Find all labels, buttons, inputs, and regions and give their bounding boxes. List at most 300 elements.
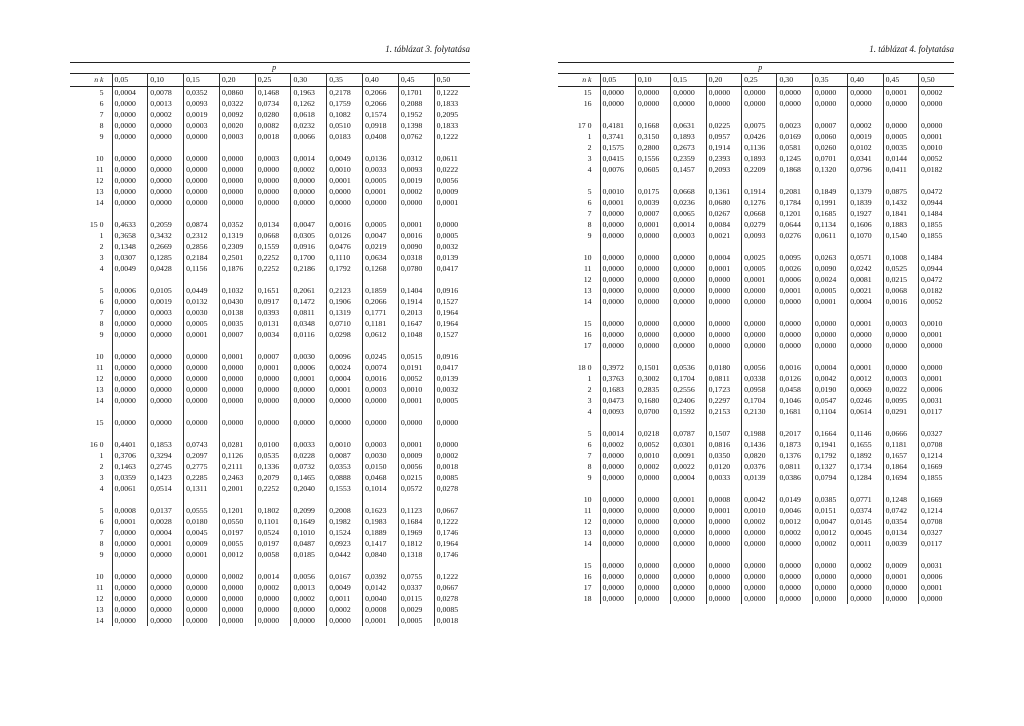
- probability-cell: 0,0001: [706, 263, 741, 274]
- probability-cell: 0,0000: [671, 87, 706, 99]
- probability-cell: 0,0046: [777, 505, 812, 516]
- table-row: [558, 450, 954, 461]
- probability-cell: 0,0000: [742, 571, 777, 582]
- probability-cell: 0,1964: [434, 538, 470, 549]
- probability-cell: 0,1746: [434, 549, 470, 560]
- probability-cell: 0,0191: [398, 362, 434, 373]
- probability-cell: 0,1592: [671, 406, 706, 417]
- probability-cell: 0,0000: [600, 582, 635, 593]
- probability-cell: 0,3294: [148, 450, 184, 461]
- probability-cell: 0,0000: [635, 318, 670, 329]
- probability-cell: 0,2099: [291, 505, 327, 516]
- group-spacer: [70, 494, 470, 505]
- probability-cell: 0,0000: [635, 296, 670, 307]
- table-row: [558, 186, 954, 197]
- probability-cell: 0,0000: [848, 340, 883, 351]
- table-row: [558, 98, 954, 109]
- probability-cell: 0,1669: [919, 461, 954, 472]
- column-header: 0,40: [363, 74, 399, 87]
- probability-cell: 0,0426: [742, 131, 777, 142]
- probability-cell: 0,0000: [742, 296, 777, 307]
- probability-cell: 0,0075: [742, 120, 777, 131]
- probability-cell: 0,0012: [219, 549, 255, 560]
- probability-cell: 0,0011: [327, 593, 363, 604]
- row-label: 11: [95, 363, 104, 372]
- probability-cell: 0,0668: [742, 208, 777, 219]
- probability-cell: 0,2312: [184, 230, 220, 241]
- table-row: [70, 131, 470, 142]
- probability-cell: 0,0000: [671, 252, 706, 263]
- probability-cell: 0,0134: [255, 219, 291, 230]
- probability-cell: 0,0058: [255, 549, 291, 560]
- table-row: [558, 87, 954, 99]
- probability-cell: 0,0000: [777, 571, 812, 582]
- probability-cell: 0,1906: [327, 296, 363, 307]
- probability-cell: 0,0049: [327, 153, 363, 164]
- probability-cell: 0,0000: [671, 505, 706, 516]
- group-spacer: [70, 406, 470, 417]
- probability-cell: 0,0139: [742, 472, 777, 483]
- probability-cell: 0,1668: [635, 120, 670, 131]
- probability-cell: 0,0916: [434, 351, 470, 362]
- probability-cell: 0,0000: [148, 175, 184, 186]
- probability-cell: 0,0032: [434, 384, 470, 395]
- probability-cell: 0,0006: [919, 571, 954, 582]
- probability-cell: 0,0013: [148, 98, 184, 109]
- table-row: [558, 153, 954, 164]
- probability-cell: 0,0016: [327, 219, 363, 230]
- probability-cell: 0,0374: [848, 505, 883, 516]
- probability-cell: 0,0888: [327, 472, 363, 483]
- column-header: 0,10: [635, 74, 670, 87]
- probability-cell: 0,0923: [327, 538, 363, 549]
- probability-cell: 0,1008: [883, 252, 918, 263]
- probability-cell: 0,0796: [848, 164, 883, 175]
- probability-cell: 0,1398: [398, 120, 434, 131]
- probability-cell: 0,0030: [184, 307, 220, 318]
- probability-cell: 0,1181: [363, 318, 399, 329]
- probability-cell: 0,0031: [919, 560, 954, 571]
- row-label: 9: [99, 330, 104, 339]
- row-label: 1: [587, 132, 592, 141]
- table-row: [558, 274, 954, 285]
- column-header: 0,05: [112, 74, 148, 87]
- probability-cell: 0,0787: [671, 428, 706, 439]
- probability-cell: 0,1759: [327, 98, 363, 109]
- probability-cell: 0,1436: [742, 439, 777, 450]
- group-spacer: [70, 560, 470, 571]
- probability-cell: 0,0000: [255, 373, 291, 384]
- probability-cell: 0,1964: [434, 307, 470, 318]
- probability-cell: 0,2123: [327, 285, 363, 296]
- probability-cell: 0,3706: [112, 450, 148, 461]
- probability-cell: 0,0000: [148, 593, 184, 604]
- probability-cell: 0,0000: [112, 131, 148, 142]
- probability-cell: 0,0000: [777, 87, 812, 99]
- probability-cell: 0,0571: [848, 252, 883, 263]
- probability-cell: 0,0515: [398, 351, 434, 362]
- probability-cell: 0,0003: [363, 439, 399, 450]
- probability-cell: 0,0000: [327, 197, 363, 208]
- probability-cell: 0,0291: [883, 406, 918, 417]
- probability-cell: 0,0005: [812, 285, 847, 296]
- probability-cell: 0,0000: [671, 593, 706, 604]
- probability-cell: 0,0056: [398, 461, 434, 472]
- table-row: [558, 505, 954, 516]
- probability-cell: 0,0093: [184, 98, 220, 109]
- probability-cell: 0,0197: [255, 538, 291, 549]
- row-label: 13: [583, 286, 592, 295]
- probability-cell: 0,0000: [219, 615, 255, 626]
- probability-cell: 0,0000: [148, 153, 184, 164]
- probability-cell: 0,1914: [398, 296, 434, 307]
- probability-cell: 0,0180: [184, 516, 220, 527]
- probability-cell: 0,0000: [600, 450, 635, 461]
- probability-cell: 0,1524: [327, 527, 363, 538]
- probability-cell: 0,1893: [742, 153, 777, 164]
- probability-cell: 0,4633: [112, 219, 148, 230]
- probability-cell: 0,0000: [742, 329, 777, 340]
- probability-cell: 0,1983: [363, 516, 399, 527]
- probability-cell: 0,0001: [363, 186, 399, 197]
- probability-cell: 0,0000: [671, 285, 706, 296]
- table-row: [70, 296, 470, 307]
- probability-cell: 0,0000: [291, 186, 327, 197]
- row-label: 8: [587, 220, 592, 229]
- probability-cell: 0,0473: [600, 395, 635, 406]
- probability-cell: 0,0000: [363, 197, 399, 208]
- table-row: [558, 263, 954, 274]
- probability-cell: 0,0000: [671, 560, 706, 571]
- probability-cell: 0,0120: [706, 461, 741, 472]
- probability-cell: 0,0000: [112, 373, 148, 384]
- row-label: 10: [95, 572, 104, 581]
- probability-cell: 0,0007: [635, 208, 670, 219]
- probability-cell: 0,0354: [883, 516, 918, 527]
- probability-cell: 0,1849: [812, 186, 847, 197]
- probability-cell: 0,0052: [919, 296, 954, 307]
- probability-cell: 0,0090: [812, 263, 847, 274]
- probability-cell: 0,0000: [219, 417, 255, 428]
- probability-cell: 0,2309: [219, 241, 255, 252]
- probability-cell: 0,0001: [327, 175, 363, 186]
- probability-cell: 0,0000: [112, 549, 148, 560]
- probability-cell: 0,0026: [777, 263, 812, 274]
- probability-cell: 0,0614: [848, 406, 883, 417]
- group-spacer: [558, 483, 954, 494]
- row-label: 17 0: [577, 121, 592, 130]
- probability-cell: 0,0000: [184, 604, 220, 615]
- probability-cell: 0,0000: [706, 318, 741, 329]
- probability-cell: 0,1651: [255, 285, 291, 296]
- probability-cell: 0,1784: [777, 197, 812, 208]
- group-spacer: [70, 142, 470, 153]
- probability-cell: 0,0002: [148, 109, 184, 120]
- table-row: [70, 263, 470, 274]
- probability-cell: 0,0003: [363, 384, 399, 395]
- probability-cell: 0,1048: [398, 329, 434, 340]
- probability-cell: 0,0014: [671, 219, 706, 230]
- probability-cell: 0,0359: [112, 472, 148, 483]
- probability-cell: 0,0449: [184, 285, 220, 296]
- probability-cell: 0,1276: [742, 197, 777, 208]
- probability-cell: 0,1681: [777, 406, 812, 417]
- probability-cell: 0,0056: [434, 175, 470, 186]
- probability-cell: 0,0000: [671, 98, 706, 109]
- probability-cell: 0,1873: [777, 439, 812, 450]
- probability-cell: 0,0386: [777, 472, 812, 483]
- probability-cell: 0,0000: [777, 329, 812, 340]
- probability-cell: 0,0001: [184, 549, 220, 560]
- probability-cell: 0,2359: [671, 153, 706, 164]
- probability-cell: 0,0167: [327, 571, 363, 582]
- probability-cell: 0,0408: [363, 131, 399, 142]
- group-spacer: [558, 175, 954, 186]
- probability-cell: 0,0555: [184, 505, 220, 516]
- probability-cell: 0,1941: [812, 439, 847, 450]
- probability-cell: 0,0022: [883, 384, 918, 395]
- probability-cell: 0,0009: [883, 560, 918, 571]
- probability-cell: 0,0000: [635, 252, 670, 263]
- row-label: 7: [99, 308, 104, 317]
- probability-cell: 0,2856: [184, 241, 220, 252]
- probability-cell: 0,0033: [291, 439, 327, 450]
- probability-cell: 0,0024: [812, 274, 847, 285]
- probability-cell: 0,2130: [742, 406, 777, 417]
- probability-cell: 0,0811: [706, 373, 741, 384]
- probability-cell: 0,1982: [327, 516, 363, 527]
- probability-cell: 0,0228: [291, 450, 327, 461]
- probability-cell: 0,0000: [706, 538, 741, 549]
- probability-cell: 0,0018: [434, 615, 470, 626]
- probability-cell: 0,2406: [671, 395, 706, 406]
- probability-cell: 0,0001: [255, 362, 291, 373]
- row-label: 15: [583, 561, 592, 570]
- probability-cell: 0,0004: [812, 362, 847, 373]
- probability-cell: 0,0035: [219, 318, 255, 329]
- probability-cell: 0,0618: [291, 109, 327, 120]
- table-row: [558, 560, 954, 571]
- probability-cell: 0,0510: [327, 120, 363, 131]
- probability-cell: 0,0078: [148, 87, 184, 99]
- probability-cell: 0,2008: [327, 505, 363, 516]
- probability-cell: 0,0016: [398, 230, 434, 241]
- probability-cell: 0,0039: [883, 538, 918, 549]
- probability-cell: 0,0061: [112, 483, 148, 494]
- probability-cell: 0,0000: [777, 582, 812, 593]
- probability-cell: 0,0000: [148, 362, 184, 373]
- p-label-row: [558, 63, 954, 74]
- probability-cell: 0,2556: [671, 384, 706, 395]
- probability-cell: 0,0047: [812, 516, 847, 527]
- p-label-row: [70, 63, 470, 74]
- probability-cell: 0,0958: [742, 384, 777, 395]
- probability-cell: 0,0000: [883, 329, 918, 340]
- probability-cell: 0,0944: [919, 263, 954, 274]
- probability-cell: 0,0350: [706, 450, 741, 461]
- table-row: [558, 296, 954, 307]
- row-label: 14: [95, 198, 104, 207]
- probability-cell: 0,0060: [812, 131, 847, 142]
- probability-cell: 0,0000: [706, 274, 741, 285]
- probability-cell: 0,1104: [812, 406, 847, 417]
- group-spacer: [70, 340, 470, 351]
- table-row: [558, 285, 954, 296]
- row-label: 7: [587, 451, 592, 460]
- probability-cell: 0,0002: [848, 120, 883, 131]
- table-row: [70, 450, 470, 461]
- probability-cell: 0,0680: [706, 197, 741, 208]
- probability-cell: 0,0742: [883, 505, 918, 516]
- probability-cell: 0,1262: [291, 98, 327, 109]
- probability-cell: 0,0246: [848, 395, 883, 406]
- probability-cell: 0,0126: [327, 230, 363, 241]
- probability-cell: 0,0137: [148, 505, 184, 516]
- probability-cell: 0,0631: [671, 120, 706, 131]
- row-label: 14: [583, 297, 592, 306]
- group-spacer: [558, 109, 954, 120]
- row-label: 18 0: [577, 363, 592, 372]
- probability-cell: 0,1553: [327, 483, 363, 494]
- row-label: 15: [583, 319, 592, 328]
- probability-cell: 0,0065: [671, 208, 706, 219]
- probability-cell: 0,0001: [883, 87, 918, 99]
- table-row: [558, 384, 954, 395]
- probability-cell: 0,0003: [148, 307, 184, 318]
- probability-cell: 0,0002: [291, 593, 327, 604]
- probability-cell: 0,0002: [255, 582, 291, 593]
- probability-cell: 0,0000: [812, 582, 847, 593]
- probability-cell: 0,0019: [848, 131, 883, 142]
- probability-cell: 0,0000: [600, 263, 635, 274]
- probability-cell: 0,2297: [706, 395, 741, 406]
- probability-cell: 0,0117: [919, 538, 954, 549]
- probability-cell: 0,0001: [398, 219, 434, 230]
- probability-cell: 0,0049: [327, 582, 363, 593]
- probability-cell: 0,0430: [219, 296, 255, 307]
- probability-cell: 0,0010: [398, 384, 434, 395]
- probability-cell: 0,0000: [600, 329, 635, 340]
- column-header: 0,15: [671, 74, 706, 87]
- probability-cell: 0,0472: [919, 186, 954, 197]
- table-row: [558, 428, 954, 439]
- probability-cell: 0,0093: [600, 406, 635, 417]
- probability-cell: 0,0047: [291, 219, 327, 230]
- row-label: 13: [95, 385, 104, 394]
- probability-cell: 0,2017: [777, 428, 812, 439]
- probability-cell: 0,0000: [848, 87, 883, 99]
- table-row: [558, 197, 954, 208]
- probability-cell: 0,0000: [434, 219, 470, 230]
- probability-cell: 0,1472: [291, 296, 327, 307]
- probability-cell: 0,0002: [327, 604, 363, 615]
- column-header: 0,25: [742, 74, 777, 87]
- probability-cell: 0,0392: [363, 571, 399, 582]
- probability-cell: 0,0000: [112, 593, 148, 604]
- probability-cell: 0,0000: [219, 362, 255, 373]
- probability-cell: 0,2501: [219, 252, 255, 263]
- probability-cell: 0,0002: [434, 450, 470, 461]
- table-row: [70, 186, 470, 197]
- probability-cell: 0,0762: [398, 131, 434, 142]
- probability-cell: 0,0215: [398, 472, 434, 483]
- probability-cell: 0,0000: [255, 175, 291, 186]
- probability-cell: 0,0116: [291, 329, 327, 340]
- probability-cell: 0,0000: [671, 538, 706, 549]
- probability-cell: 0,3741: [600, 131, 635, 142]
- probability-cell: 0,0005: [184, 318, 220, 329]
- probability-cell: 0,0000: [184, 197, 220, 208]
- probability-cell: 0,1527: [434, 296, 470, 307]
- table-row: [558, 120, 954, 131]
- probability-cell: 0,0000: [706, 582, 741, 593]
- probability-cell: 0,0000: [919, 362, 954, 373]
- probability-cell: 0,0000: [848, 593, 883, 604]
- probability-cell: 0,0008: [112, 505, 148, 516]
- probability-cell: 0,0001: [398, 395, 434, 406]
- probability-cell: 0,2178: [327, 87, 363, 99]
- probability-cell: 0,0005: [883, 131, 918, 142]
- probability-cell: 0,0000: [635, 340, 670, 351]
- probability-cell: 0,0000: [883, 362, 918, 373]
- probability-cell: 0,0042: [812, 373, 847, 384]
- table-row: [70, 593, 470, 604]
- probability-cell: 0,0093: [398, 164, 434, 175]
- probability-cell: 0,1082: [327, 109, 363, 120]
- probability-cell: 0,0150: [363, 461, 399, 472]
- probability-cell: 0,0000: [919, 593, 954, 604]
- probability-cell: 0,0811: [291, 307, 327, 318]
- row-label: 13: [95, 187, 104, 196]
- row-label: 3: [99, 253, 104, 262]
- probability-cell: 0,0074: [363, 362, 399, 373]
- row-label: 4: [587, 407, 592, 416]
- probability-cell: 0,0000: [919, 340, 954, 351]
- probability-cell: 0,0525: [883, 263, 918, 274]
- probability-cell: 0,1892: [848, 450, 883, 461]
- probability-cell: 0,0016: [363, 373, 399, 384]
- probability-cell: 0,0000: [600, 87, 635, 99]
- probability-cell: 0,0944: [919, 197, 954, 208]
- probability-cell: 0,1361: [706, 186, 741, 197]
- probability-cell: 0,3002: [635, 373, 670, 384]
- probability-cell: 0,0000: [671, 582, 706, 593]
- row-label: 3: [587, 396, 592, 405]
- probability-cell: 0,0000: [291, 604, 327, 615]
- group-spacer: [558, 549, 954, 560]
- probability-cell: 0,0000: [255, 197, 291, 208]
- probability-cell: 0,0000: [777, 593, 812, 604]
- probability-cell: 0,0001: [883, 571, 918, 582]
- probability-cell: 0,0472: [919, 274, 954, 285]
- probability-cell: 0,0000: [112, 197, 148, 208]
- probability-cell: 0,0000: [148, 197, 184, 208]
- probability-cell: 0,0000: [148, 571, 184, 582]
- group-spacer: [558, 351, 954, 362]
- probability-cell: 0,1855: [919, 230, 954, 241]
- probability-cell: 0,1540: [883, 230, 918, 241]
- probability-cell: 0,0000: [255, 604, 291, 615]
- probability-cell: 0,0875: [883, 186, 918, 197]
- table-row: [70, 219, 470, 230]
- probability-cell: 0,0004: [848, 296, 883, 307]
- probability-cell: 0,0001: [112, 516, 148, 527]
- table-row: [70, 351, 470, 362]
- probability-cell: 0,0002: [600, 439, 635, 450]
- nk-header: n k: [558, 74, 600, 87]
- probability-cell: 0,0000: [777, 538, 812, 549]
- probability-cell: 0,1868: [777, 164, 812, 175]
